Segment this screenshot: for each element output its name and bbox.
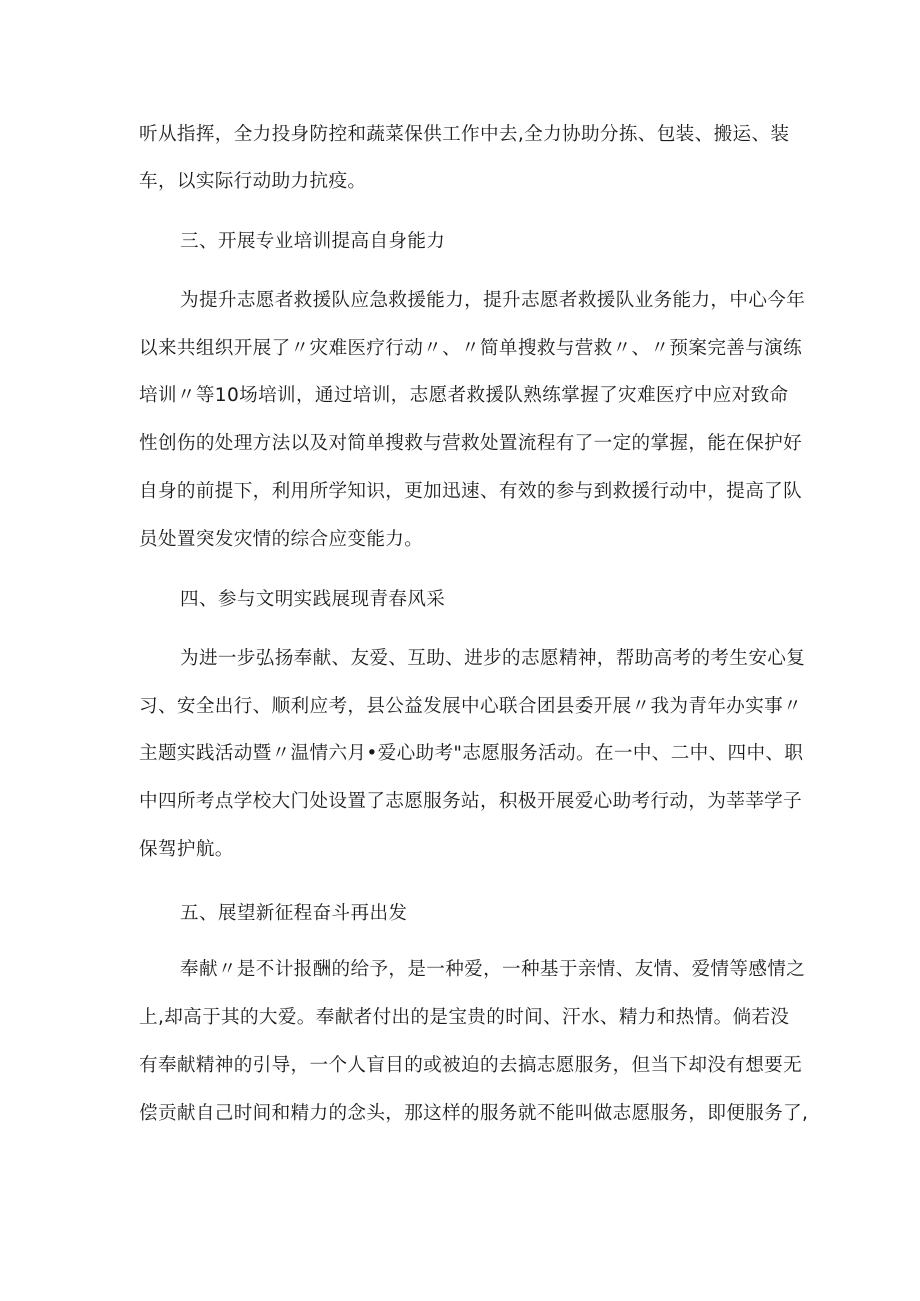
section-heading-4: 四、参与文明实践展现青春风采 [180,589,446,610]
paragraph-line: 奉献〃是不计报酬的给予，是一种爱，一种基于亲情、友情、爱情等感情之 [180,959,806,980]
paragraph-line: 培训〃等10场培训，通过培训，志愿者救援队熟练掌握了灾难医疗中应对致命 [139,385,789,406]
paragraph-line: 上,却高于其的大爱。奉献者付出的是宝贵的时间、汗水、精力和热情。倘若没 [139,1007,790,1028]
section-heading-5: 五、展望新征程奋斗再出发 [180,903,408,924]
section-heading-3: 三、开展专业培训提高自身能力 [180,231,446,252]
paragraph-line: 中四所考点学校大门处设置了志愿服务站，积极开展爱心助考行动，为莘莘学子 [139,791,803,812]
paragraph-line: 为提升志愿者救援队应急救援能力，提升志愿者救援队业务能力，中心今年 [180,290,806,311]
paragraph-line: 偿贡献自己时间和精力的念头，那这样的服务就不能叫做志愿服务，即便服务了, [139,1103,809,1124]
paragraph-line: 习、安全出行、顺利应考，县公益发展中心联合团县委开展〃我为青年办实事〃 [139,696,803,717]
paragraph-line: 保驾护航。 [139,839,234,860]
paragraph-line: 听从指挥，全力投身防控和蔬菜保供工作中去,全力协助分拣、包装、搬运、装 [139,124,790,145]
paragraph-line: 员处置突发灾情的综合应变能力。 [139,529,424,550]
paragraph-line: 为进一步弘扬奉献、友爱、互助、进步的志愿精神，帮助高考的考生安心复 [180,648,806,669]
paragraph-line: 主题实践活动暨〃温情六月•爱心助考"志愿服务活动。在一中、二中、四中、职 [139,743,804,764]
paragraph-line: 性创伤的处理方法以及对简单搜救与营救处置流程有了一定的掌握，能在保护好 [139,433,803,454]
paragraph-line: 车，以实际行动助力抗疫。 [139,171,367,192]
paragraph-line: 以来共组织开展了〃灾难医疗行动〃、〃简单搜救与营救〃、〃预案完善与演练 [139,338,803,359]
paragraph-line: 有奉献精神的引导，一个人盲目的或被迫的去搞志愿服务，但当下却没有想要无 [139,1055,803,1076]
paragraph-line: 自身的前提下，利用所学知识，更加迅速、有效的参与到救援行动中，提高了队 [139,481,803,502]
